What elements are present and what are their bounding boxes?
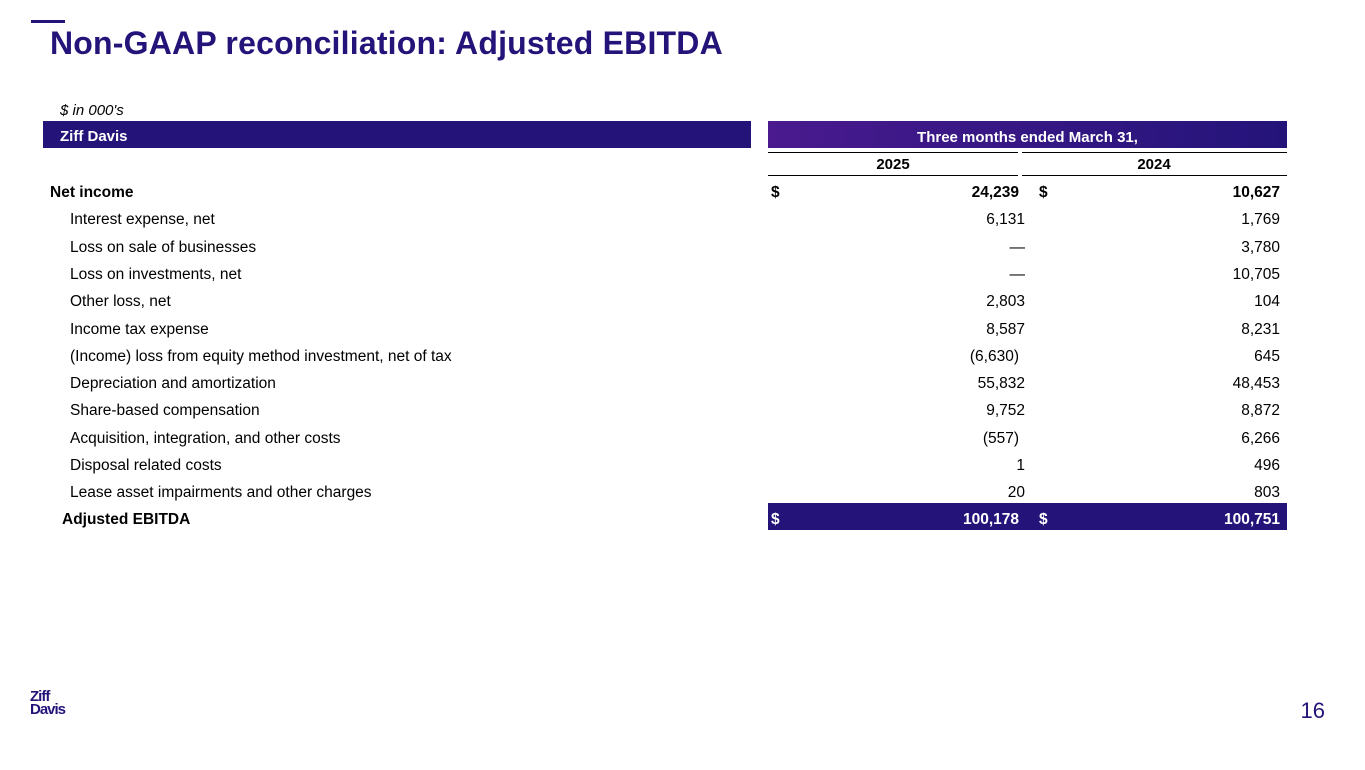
value-2025: 20 — [1007, 484, 1025, 502]
value-2024: 645 — [1254, 347, 1280, 365]
value-2025: (557) — [982, 429, 1019, 447]
table-row — [0, 234, 1365, 261]
row-label: Share-based compensation — [70, 402, 260, 420]
value-2025: 6,131 — [986, 211, 1025, 229]
year-header-2024: 2024 — [1137, 156, 1171, 173]
value-2025: 8,587 — [986, 320, 1025, 338]
period-header: Three months ended March 31, — [768, 121, 1287, 148]
value-2025: — — [1009, 238, 1025, 256]
table-row — [0, 206, 1365, 233]
total-label: Adjusted EBITDA — [62, 511, 191, 528]
table-row — [0, 261, 1365, 288]
page-title: Non-GAAP reconciliation: Adjusted EBITDA — [50, 25, 723, 61]
row-label: Loss on investments, net — [70, 265, 242, 283]
value-2024: 8,872 — [1241, 402, 1280, 420]
currency-symbol: $ — [1039, 184, 1048, 201]
year-header-2025: 2025 — [876, 156, 910, 173]
logo-line-1: Ziff — [30, 688, 50, 705]
row-label: Net income — [50, 184, 134, 201]
company-header: Ziff Davis — [43, 121, 751, 148]
year-2024-bottom-rule — [1022, 175, 1287, 176]
value-2024: 10,705 — [1232, 265, 1280, 283]
row-label: (Income) loss from equity method investment, net of tax — [70, 347, 452, 365]
value-2025: — — [1009, 265, 1025, 283]
value-2025: 24,239 — [971, 184, 1019, 201]
value-2025: 9,752 — [986, 402, 1025, 420]
year-2025-bottom-rule — [768, 175, 1018, 176]
year-2025-top-rule — [768, 152, 1018, 153]
page-number: 16 — [1300, 698, 1325, 723]
year-2024-top-rule — [1022, 152, 1287, 153]
table-row — [0, 343, 1365, 370]
logo-line-2: Davis — [30, 701, 66, 718]
total-value-2024: 100,751 — [1223, 511, 1280, 528]
value-2025: 2,803 — [986, 293, 1025, 311]
value-2024: 496 — [1254, 457, 1280, 474]
table-row — [0, 452, 1365, 479]
table-row — [0, 288, 1365, 315]
value-2024: 8,231 — [1241, 320, 1280, 338]
value-2025: (6,630) — [969, 347, 1019, 365]
table-row — [0, 179, 1365, 206]
title-accent-bar — [31, 20, 65, 23]
row-label: Income tax expense — [70, 320, 209, 338]
row-label: Interest expense, net — [70, 211, 215, 229]
units-note: $ in 000's — [60, 102, 124, 119]
table-row — [0, 370, 1365, 397]
currency-symbol: $ — [771, 184, 780, 201]
row-label: Loss on sale of businesses — [70, 238, 257, 256]
table-row — [0, 425, 1365, 452]
row-label: Other loss, net — [70, 293, 171, 311]
value-2024: 1,769 — [1241, 211, 1280, 229]
value-2024: 3,780 — [1241, 238, 1280, 256]
value-2024: 104 — [1254, 293, 1280, 311]
row-label: Acquisition, integration, and other costs — [70, 429, 341, 447]
ziff-davis-logo — [30, 690, 76, 720]
value-2024: 48,453 — [1232, 375, 1280, 393]
total-row — [0, 506, 1365, 533]
row-label: Depreciation and amortization — [70, 375, 276, 393]
table-row — [0, 316, 1365, 343]
value-2025: 1 — [1016, 457, 1025, 474]
value-2024: 803 — [1254, 484, 1280, 502]
row-label: Lease asset impairments and other charges — [70, 484, 372, 502]
table-row — [0, 397, 1365, 424]
currency-symbol: $ — [1039, 511, 1048, 528]
currency-symbol: $ — [771, 511, 780, 528]
row-label: Disposal related costs — [70, 457, 222, 474]
total-value-2025: 100,178 — [962, 511, 1019, 528]
value-2024: 10,627 — [1232, 184, 1280, 201]
value-2024: 6,266 — [1241, 429, 1280, 447]
value-2025: 55,832 — [977, 375, 1025, 393]
